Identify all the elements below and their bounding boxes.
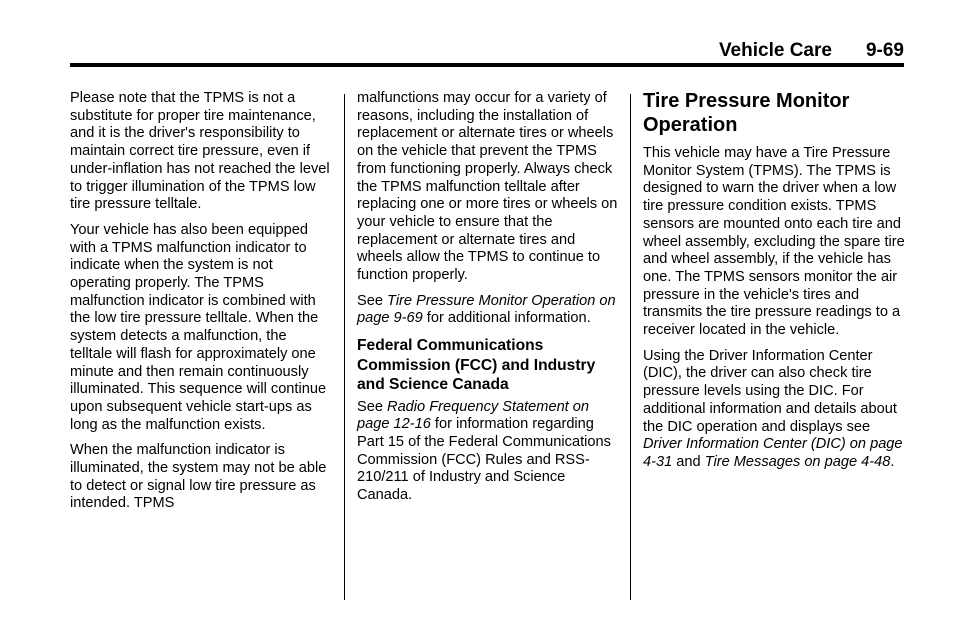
page-header — [70, 38, 904, 64]
paragraph-tpms-note: Please note that the TPMS is not a substitute for proper tire maintenance, and it is the driver's responsibility to maintain correct tire pressure, even if under-inflation has not reached the level to trigger illumination of the TPMS low tire pressure telltale. — [70, 90, 330, 213]
paragraph-dic — [643, 348, 905, 472]
page-number: 9-69 — [865, 40, 904, 61]
column-divider-2 — [630, 94, 631, 600]
paragraph-indicator-illuminated: When the malfunction indicator is illuminated, the system may not be able to detect or signal low tire pressure as intended. TPMS — [70, 442, 327, 512]
heading-tpms-operation: Tire Pressure Monitor Operation — [643, 90, 850, 136]
text-dic-intro: Using the Driver Information Center (DIC), the driver can also check tire pressure levels using the DIC. For additional information and details about the DIC operation and displays see — [643, 347, 897, 435]
header-rule — [70, 63, 904, 67]
link-driver-information-center[interactable]: Driver Information Center (DIC) on page 4-31 — [643, 436, 903, 470]
link-radio-frequency-statement[interactable]: Radio Frequency Statement on page 12-16 — [357, 398, 590, 433]
link-tire-messages[interactable]: Tire Messages on page 4-48 — [704, 453, 891, 470]
paragraph-malfunction-indicator: Your vehicle has also been equipped with a TPMS malfunction indicator to indicate when the system is not operating properly. The TPMS malfunction indicator is combined with the low tire pressure telltale. When the system detects a malfunction, the telltale will flash for approximately one minute and then remain continuously illuminated. This sequence will continue upon subsequent vehicle start-ups as long as the malfunction exists. — [70, 221, 327, 433]
column-divider-1 — [344, 94, 345, 600]
text-and: and — [672, 453, 705, 470]
link-tire-pressure-monitor-operation[interactable]: Tire Pressure Monitor Operation on page 9-69 — [357, 292, 616, 327]
paragraph-tpms-description: This vehicle may have a Tire Pressure Monitor System (TPMS). The TPMS is designed to warn the driver when a low tire pressure condition exists. TPMS sensors are mounted onto each tire and wheel assembly, excluding the spare tire and wheel assembly, if the vehicle has one. The TPMS sensors monitor the air pressure in the vehicle's tires and transmits the tire pressure readings to a receiver located in the vehicle. — [643, 145, 905, 339]
column-middle — [357, 90, 621, 513]
paragraph-see-operation — [357, 293, 621, 328]
text-period: . — [890, 453, 895, 470]
column-right — [643, 90, 905, 480]
paragraph-fcc — [357, 399, 621, 505]
text-additional-info: for additional information. — [422, 310, 591, 327]
text-see: See — [357, 292, 388, 309]
paragraph-malfunction-reasons: malfunctions may occur for a variety of reasons, including the installation of replacement or alternate tires or wheels on the vehicle that prevent the TPMS from functioning properly. Always check the TPMS malfunction telltale after replacing one or more tires or wheels on your vehicle to ensure that the replacement or alternate tires and wheels allow the TPMS to continue to function properly. — [357, 90, 618, 284]
section-title: Vehicle Care — [718, 40, 832, 61]
text-fcc-info: for information regarding Part 15 of the Federal Communications Commission (FCC) Rules and RSS-210/211 of Industry and Science Canada. — [357, 416, 611, 504]
column-left — [70, 90, 332, 521]
text-see: See — [357, 398, 388, 415]
heading-fcc: Federal Communications Commission (FCC) and Industry and Science Canada — [357, 337, 596, 394]
